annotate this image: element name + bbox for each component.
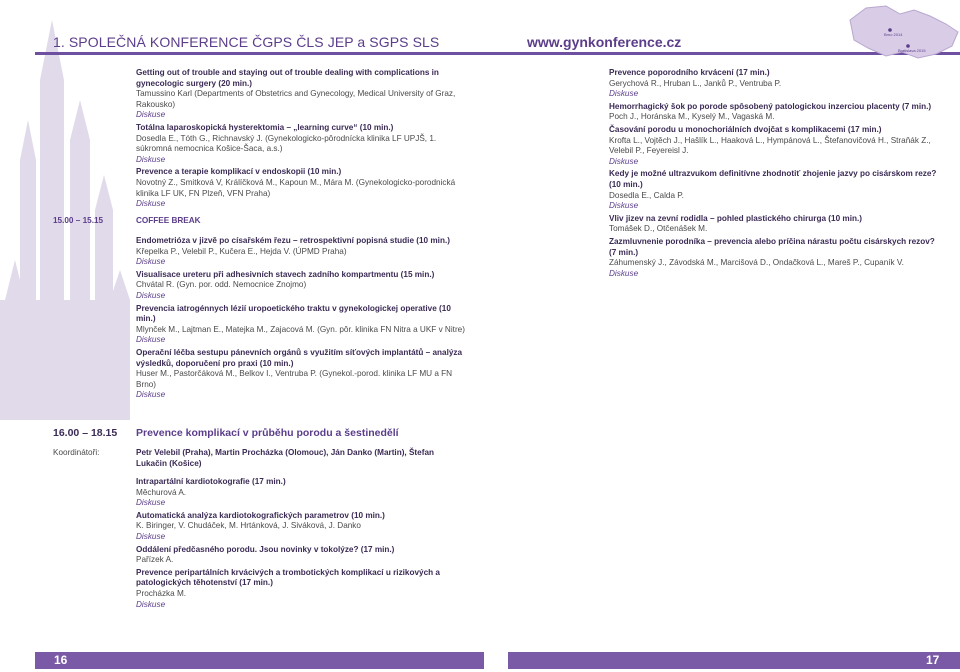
program-entry [136,304,471,346]
cathedral-silhouette-image [0,0,150,420]
talk-authors: Záhumenský J., Závodská M., Marcišová D., Ondačková L., Mareš P., Cupaník V. [609,258,904,268]
talk-title: Hemorrhagický šok po porode spôsobený patologickou inzerciou placenty (7 min.) [609,101,932,111]
talk-authors: Huser M., Pastorčáková M., Belkov I., Ventruba P. (Gynekol.-porod. klinika LF MU a FN Brno) [136,369,453,389]
page-header-title: 1. SPOLEČNÁ KONFERENCE ČGPS ČLS JEP a SGPS SLS [53,34,440,50]
talk-title: Prevencia iatrogénnych lézií uropoetického traktu v gynekologickej operative (10 min.) [136,303,451,324]
talk-discussion: Diskuse [136,199,166,209]
talk-discussion: Diskuse [609,268,639,278]
talk-title: Operační léčba sestupu pánevních orgánů s využitím síťových implantátů – analýza výsledků, doporučení pro praxi (10 min.) [136,347,463,368]
program-entry [609,214,939,235]
talk-title: Getting out of trouble and staying out of trouble dealing with complications in gynecologic surgery (20 min.) [136,68,439,88]
talk-authors: Novotný Z., Smitková V, Králíčková M., Kapoun M., Mára M. (Gynekologicko-porodnická klinika LF UK, FN Plzeň, VFN Praha) [136,177,456,198]
talk-authors: Pařízek A. [136,555,174,565]
program-entry [136,68,471,121]
right-program-column [609,68,939,281]
talk-discussion: Diskuse [136,335,166,345]
program-entry [609,237,939,279]
talk-title: Časování porodu u monochoriálních dvojčat s komplikacemi (17 min.) [609,124,882,134]
talk-authors: Tomášek D., Otčenášek M. [609,224,708,234]
talk-authors: Mlynček M., Lajtman E., Matejka M., Zajacová M. (Gyn. pôr. klinika FN Nitra a UKF v Nitre) [136,324,465,334]
talk-discussion: Diskuse [609,201,639,211]
program-entry [136,167,471,209]
left-program-column [136,68,471,212]
talk-discussion: Diskuse [136,531,166,541]
talk-title: Kedy je možné ultrazvukom definitívne zhodnotiť zhojenie jazvy po cisárskom reze? (10 min.) [609,169,937,189]
left-program-column-2 [136,236,471,403]
czech-slovak-map-icon [842,2,960,64]
program-entry [136,270,471,302]
talk-title: Automatická analýza kardiotokografických parametrov (10 min.) [136,510,385,520]
program-entry [609,68,939,100]
conference-website-link[interactable]: www.gynkonference.cz [527,34,682,50]
program-entry [136,123,471,165]
talk-authors: Tamussino Karl (Departments of Obstetrics and Gynecology, Medical University of Graz, Rakousko) [136,89,456,109]
talk-discussion: Diskuse [136,290,166,300]
talk-authors: Křepelka P., Velebil P., Kučera E., Hejda V. (ÚPMD Praha) [136,246,347,256]
program-entry [136,511,466,543]
program-entry [136,477,466,509]
talk-title: Endometrióza v jizvě po císařském řezu – retrospektivní popisná studie (10 min.) [136,236,450,245]
coordinators-label: Koordinátoři: [53,448,100,457]
talk-discussion: Diskuse [136,498,166,508]
talk-title: Visualisace ureteru při adhesivních stavech zadního kompartmentu (15 min.) [136,269,435,279]
talk-authors: Měchurová A. [136,487,187,497]
talk-title: Intrapartální kardiotokografie (17 min.) [136,477,286,486]
talk-title: Totálna laparoskopická hysterektomia – „learning curve“ (10 min.) [136,122,394,132]
session-title: Prevence komplikací v průběhu porodu a šestinedělí [136,427,399,439]
talk-authors: Procházka M. [136,588,187,598]
talk-authors: Gerychová R., Hruban L., Janků P., Ventruba P. [609,78,782,88]
program-entry [609,169,939,211]
coordinators-names: Petr Velebil (Praha), Martin Procházka (Olomouc), Ján Danko (Martin), Štefan Lukačin (Košice) [136,448,434,468]
footer-bar-left [35,652,484,669]
talk-discussion: Diskuse [136,110,166,120]
page-number-right: 17 [926,653,940,667]
program-entry [136,348,471,401]
talk-authors: Poch J., Horánska M., Kyselý M., Vagaská M. [609,112,775,122]
session-time: 16.00 – 18.15 [53,427,118,439]
talk-discussion: Diskuse [136,390,166,400]
talk-title: Prevence peripartálních krvácivých a trombotických komplikací u rizikových a patologických těhotenství (17 min.) [136,567,440,588]
coffee-break-label: COFFEE BREAK [136,216,201,225]
program-entry [136,236,471,268]
talk-discussion: Diskuse [136,257,166,267]
talk-authors: Dosedla E., Calda P. [609,190,684,200]
program-entry [136,568,466,610]
talk-title: Prevence a terapie komplikací v endoskopii (10 min.) [136,167,342,177]
talk-title: Prevence poporodního krvácení (17 min.) [609,68,770,77]
talk-title: Oddálení předčasného porodu. Jsou novinky v tokolýze? (17 min.) [136,544,395,554]
map-label-brno: Brno 2014 [884,32,903,37]
map-label-bratislava: Bratislava 2015 [898,48,926,53]
talk-title: Vliv jizev na zevní rodidla – pohled plastického chirurga (10 min.) [609,213,862,223]
coffee-break-time: 15.00 – 15.15 [53,216,104,225]
talk-discussion: Diskuse [136,154,166,164]
talk-discussion: Diskuse [136,599,166,609]
program-entry [609,102,939,123]
header-divider [35,52,960,55]
session-program-column [136,477,466,612]
talk-title: Zazmluvnenie porodníka – prevencia alebo príčina nárastu počtu cisárskych rezov? (7 min.) [609,236,935,257]
program-entry [136,545,466,566]
talk-authors: Krofta L., Vojtěch J., Hašlík L., Haaková L., Hympánová L., Štefanovičová H., Straňák Z., Velebil P., Feyereisl J. [609,135,931,156]
talk-discussion: Diskuse [609,156,639,166]
page-number-left: 16 [54,653,68,667]
talk-authors: Chvátal R. (Gyn. por. odd. Nemocnice Znojmo) [136,280,307,290]
footer-bar-right [508,652,960,669]
program-entry [609,125,939,167]
talk-discussion: Diskuse [609,89,639,99]
talk-authors: Dosedla E., Tóth G., Richnavský J. (Gynekologicko-pôrodnícka klinika LF UPJŠ, 1. súkromná nemocnica Košice-Šaca, a.s.) [136,133,437,154]
talk-authors: K. Biringer, V. Chudáček, M. Hrtánková, J. Siváková, J. Danko [136,521,361,531]
